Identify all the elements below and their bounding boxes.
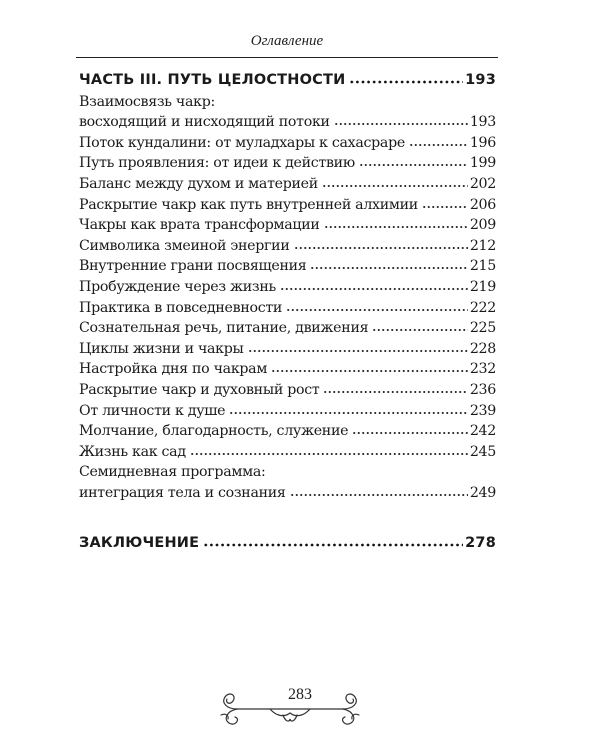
toc-entry-title: Раскрытие чакр и духовный рост bbox=[79, 381, 320, 398]
toc-entry bbox=[79, 419, 496, 440]
dot-leader bbox=[349, 75, 463, 85]
toc-entry-title: Молчание, благодарность, служение bbox=[79, 423, 349, 440]
toc-entry bbox=[79, 130, 496, 151]
toc-entry bbox=[79, 295, 496, 316]
toc-entry-title: Практика в повседневности bbox=[79, 299, 283, 316]
toc-entry bbox=[79, 89, 496, 110]
dot-leader bbox=[229, 406, 468, 416]
dot-leader bbox=[409, 138, 468, 148]
table-of-contents bbox=[79, 64, 496, 552]
toc-entry-page: 249 bbox=[469, 484, 496, 501]
toc-entry-title: интеграция тела и сознания bbox=[79, 484, 286, 501]
toc-part-page: 193 bbox=[465, 72, 496, 88]
dot-leader bbox=[271, 364, 468, 374]
toc-entry-page: 209 bbox=[469, 217, 496, 234]
toc-entry-title: восходящий и нисходящий потоки bbox=[79, 114, 330, 131]
header-rule bbox=[76, 57, 498, 58]
page-number: 283 bbox=[288, 686, 312, 703]
toc-conclusion-title: ЗАКЛЮЧЕНИЕ bbox=[79, 534, 200, 551]
toc-entry-title: Раскрытие чакр как путь внутренней алхимии bbox=[79, 196, 418, 213]
toc-part-title: ЧАСТЬ III. ПУТЬ ЦЕЛОСТНОСТИ bbox=[79, 72, 346, 88]
toc-entry-title: Символика змеиной энергии bbox=[79, 237, 290, 254]
dot-leader bbox=[359, 158, 468, 168]
toc-entry-title: От личности к душе bbox=[79, 402, 226, 419]
toc-entry bbox=[79, 316, 496, 337]
toc-entry-page: 245 bbox=[469, 443, 496, 460]
dot-leader bbox=[203, 538, 463, 548]
dot-leader bbox=[190, 447, 468, 457]
toc-entry bbox=[79, 254, 496, 275]
dot-leader bbox=[280, 282, 468, 292]
toc-conclusion bbox=[79, 527, 496, 551]
toc-entry-page: 212 bbox=[469, 237, 496, 254]
toc-entry-page: 193 bbox=[469, 114, 496, 131]
toc-entry-page: 242 bbox=[469, 423, 496, 440]
toc-entry-title: Жизнь как сад bbox=[79, 443, 186, 460]
toc-entry bbox=[79, 233, 496, 254]
toc-entry-page: 239 bbox=[469, 402, 496, 419]
toc-entry-page: 206 bbox=[469, 196, 496, 213]
toc-entry-page: 202 bbox=[469, 175, 496, 192]
toc-entry bbox=[79, 439, 496, 460]
toc-part-heading bbox=[79, 64, 496, 88]
dot-leader bbox=[322, 179, 468, 189]
toc-entry-title: Взаимосвязь чакр: bbox=[79, 93, 215, 110]
toc-entry bbox=[79, 274, 496, 295]
running-header-title: Оглавление bbox=[250, 33, 324, 49]
toc-entry bbox=[79, 336, 496, 357]
toc-entry bbox=[79, 192, 496, 213]
toc-entry bbox=[79, 357, 496, 378]
dot-leader bbox=[334, 117, 468, 127]
toc-entry bbox=[79, 171, 496, 192]
toc-entry-page: 225 bbox=[469, 320, 496, 337]
toc-entry-title: Настройка дня по чакрам bbox=[79, 361, 268, 378]
toc-entry-page: 196 bbox=[469, 134, 496, 151]
toc-entry bbox=[79, 460, 496, 481]
dot-leader bbox=[324, 220, 468, 230]
toc-entry bbox=[79, 213, 496, 234]
toc-entry bbox=[79, 377, 496, 398]
toc-entry-title: Чакры как врата трансформации bbox=[79, 217, 320, 234]
dot-leader bbox=[372, 323, 468, 333]
toc-entry-title: Поток кундалини: от муладхары к сахасраре bbox=[79, 134, 405, 151]
toc-entry-title: Путь проявления: от идеи к действию bbox=[79, 155, 355, 172]
toc-entry-title: Баланс между духом и материей bbox=[79, 175, 318, 192]
toc-entry-title: Внутренние грани посвящения bbox=[79, 258, 307, 275]
toc-entry-page: 228 bbox=[469, 340, 496, 357]
toc-entry bbox=[79, 151, 496, 172]
toc-entry-title: Сознательная речь, питание, движения bbox=[79, 320, 369, 337]
toc-entry-page: 219 bbox=[469, 278, 496, 295]
dot-leader bbox=[248, 344, 468, 354]
dot-leader bbox=[310, 261, 467, 271]
toc-entry-title: Пробуждение через жизнь bbox=[79, 278, 276, 295]
dot-leader bbox=[422, 200, 468, 210]
toc-conclusion-page: 278 bbox=[465, 534, 496, 551]
toc-entry-page: 199 bbox=[469, 155, 496, 172]
toc-entry-page: 222 bbox=[469, 299, 496, 316]
dot-leader bbox=[290, 488, 468, 498]
toc-entry-page: 215 bbox=[469, 258, 496, 275]
toc-entry bbox=[79, 110, 496, 131]
dot-leader bbox=[294, 241, 468, 251]
dot-leader bbox=[352, 426, 468, 436]
toc-entry-title: Семидневная программа: bbox=[79, 464, 266, 481]
dot-leader bbox=[323, 385, 467, 395]
toc-entry bbox=[79, 480, 496, 501]
dot-leader bbox=[286, 303, 468, 313]
toc-entry-page: 232 bbox=[469, 361, 496, 378]
toc-entry bbox=[79, 398, 496, 419]
toc-entries bbox=[79, 89, 496, 501]
toc-entry-page: 236 bbox=[469, 381, 496, 398]
toc-entry-title: Циклы жизни и чакры bbox=[79, 340, 244, 357]
